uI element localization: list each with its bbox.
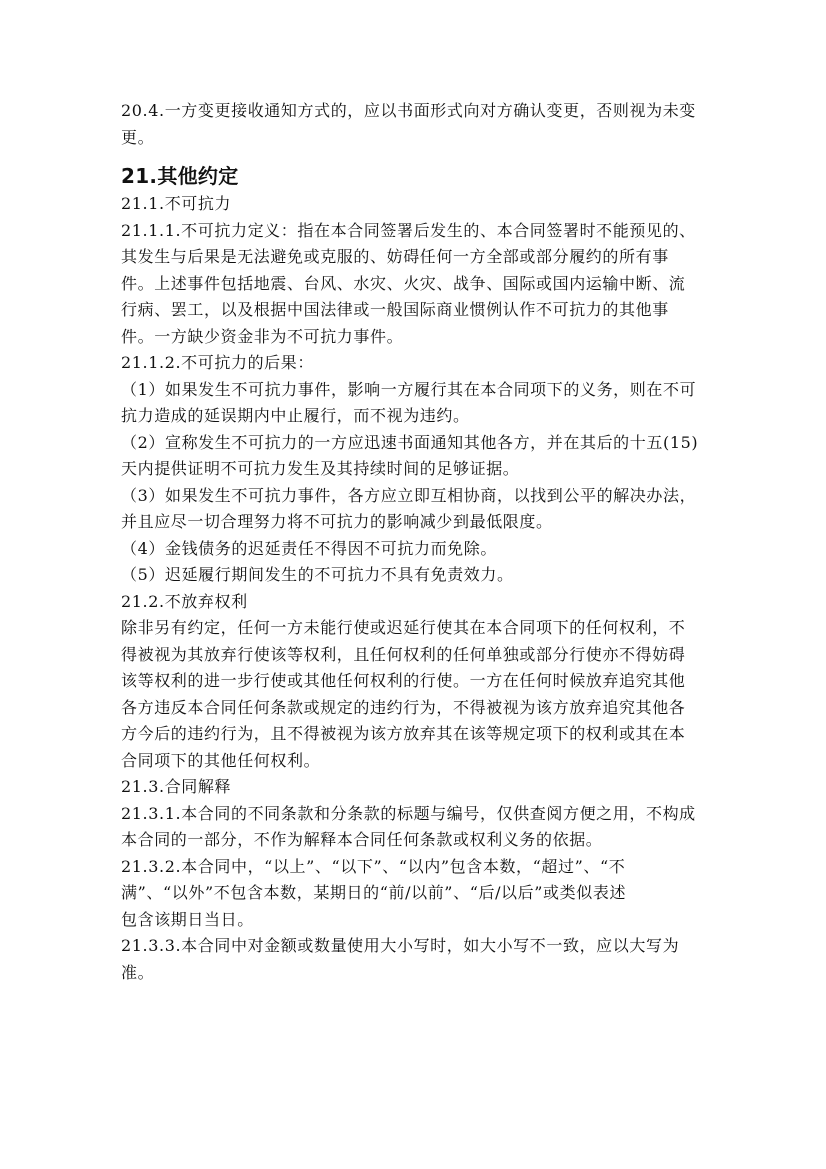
list-item: （2）宣称发生不可抗力的一方应迅速书面通知其他各方，并在其后的十五(15) <box>121 432 699 452</box>
text-line: 除非另有约定，任何一方未能行使或迟延行使其在本合同项下的任何权利，不 <box>121 618 686 637</box>
text-line: 合同项下的其他任何权利。 <box>121 750 321 770</box>
list-item: （3）如果发生不可抗力事件，各方应立即互相协商，以找到公平的解决办法， <box>121 485 697 505</box>
document-content <box>121 98 703 986</box>
text-line: 更。 <box>121 127 155 147</box>
text-line: 本合同的一部分，不作为解释本合同任何条款或权利义务的依据。 <box>121 830 603 849</box>
list-item: （5）迟延履行期间发生的不可抗力不具有免责效力。 <box>121 565 514 584</box>
text-line: 该等权利的进一步行使或其他任何权利的行使。一方在任何时候放弃追究其他 <box>121 671 686 690</box>
paragraph-21-1-2-items <box>121 377 703 589</box>
list-item: （1）如果发生不可抗力事件，影响一方履行其在本合同项下的义务，则在不可 <box>121 379 697 399</box>
text-line: 20.4.一方变更接收通知方式的，应以书面形式向对方确认变更，否则视为未变 <box>121 101 696 120</box>
paragraph-21-1-1 <box>121 218 703 351</box>
text-line: 其发生与后果是无法避免或克服的、妨碍任何一方全部或部分履约的所有事 <box>121 247 669 266</box>
text-line: 21.1.1.不可抗力定义：指在本合同签署后发生的、本合同签署时不能预见的、 <box>121 220 696 240</box>
text-line: 得被视为其放弃行使该等权利，且任何权利的任何单独或部分行使亦不得妨碍 <box>121 644 686 664</box>
list-item: 抗力造成的延误期内中止履行，而不视为违约。 <box>121 406 470 425</box>
text-line: 件。上述事件包括地震、台风、水灾、火灾、战争、国际或国内运输中断、流 <box>121 273 686 293</box>
section-heading: 21.其他约定 <box>121 164 239 188</box>
list-item: （4）金钱债务的迟延责任不得因不可抗力而免除。 <box>121 538 497 558</box>
text-line: 满”、“以外”不包含本数，某期日的“前/以前”、“后/以后”或类似表述 <box>121 883 627 902</box>
text-line: 行病、罢工，以及根据中国法律或一般国际商业惯例认作不可抗力的其他事 <box>121 300 669 319</box>
text-line: 21.3.1.本合同的不同条款和分条款的标题与编号，仅供查阅方便之用，不构成 <box>121 803 696 823</box>
text-line: 21.3.2.本合同中，“以上”、“以下”、“以内”包含本数，“超过”、“不 <box>121 856 626 876</box>
text-line: 包含该期日当日。 <box>121 909 254 929</box>
subsection-title: 21.1.不可抗力 <box>121 194 232 213</box>
text-line: 21.3.3.本合同中对金额或数量使用大小写时，如大小写不一致，应以大写为 <box>121 936 680 955</box>
text-line: 件。一方缺少资金非为不可抗力事件。 <box>121 326 404 346</box>
list-item: 并且应尽一切合理努力将不可抗力的影响减少到最低限度。 <box>121 512 553 531</box>
paragraph-21-3 <box>121 801 703 987</box>
subsection-title: 21.1.2.不可抗力的后果： <box>121 353 314 372</box>
paragraph-20-4 <box>121 98 703 151</box>
list-item: 天内提供证明不可抗力发生及其持续时间的足够证据。 <box>121 459 520 478</box>
text-line: 准。 <box>121 962 155 982</box>
text-line: 方今后的违约行为，且不得被视为该方放弃其在该等规定项下的权利或其在本 <box>121 724 686 743</box>
subsection-title: 21.2.不放弃权利 <box>121 591 248 611</box>
subsection-title: 21.3.合同解释 <box>121 777 232 796</box>
paragraph-21-2 <box>121 615 703 774</box>
text-line: 各方违反本合同任何条款或规定的违约行为，不得被视为该方放弃追究其他各 <box>121 697 686 717</box>
